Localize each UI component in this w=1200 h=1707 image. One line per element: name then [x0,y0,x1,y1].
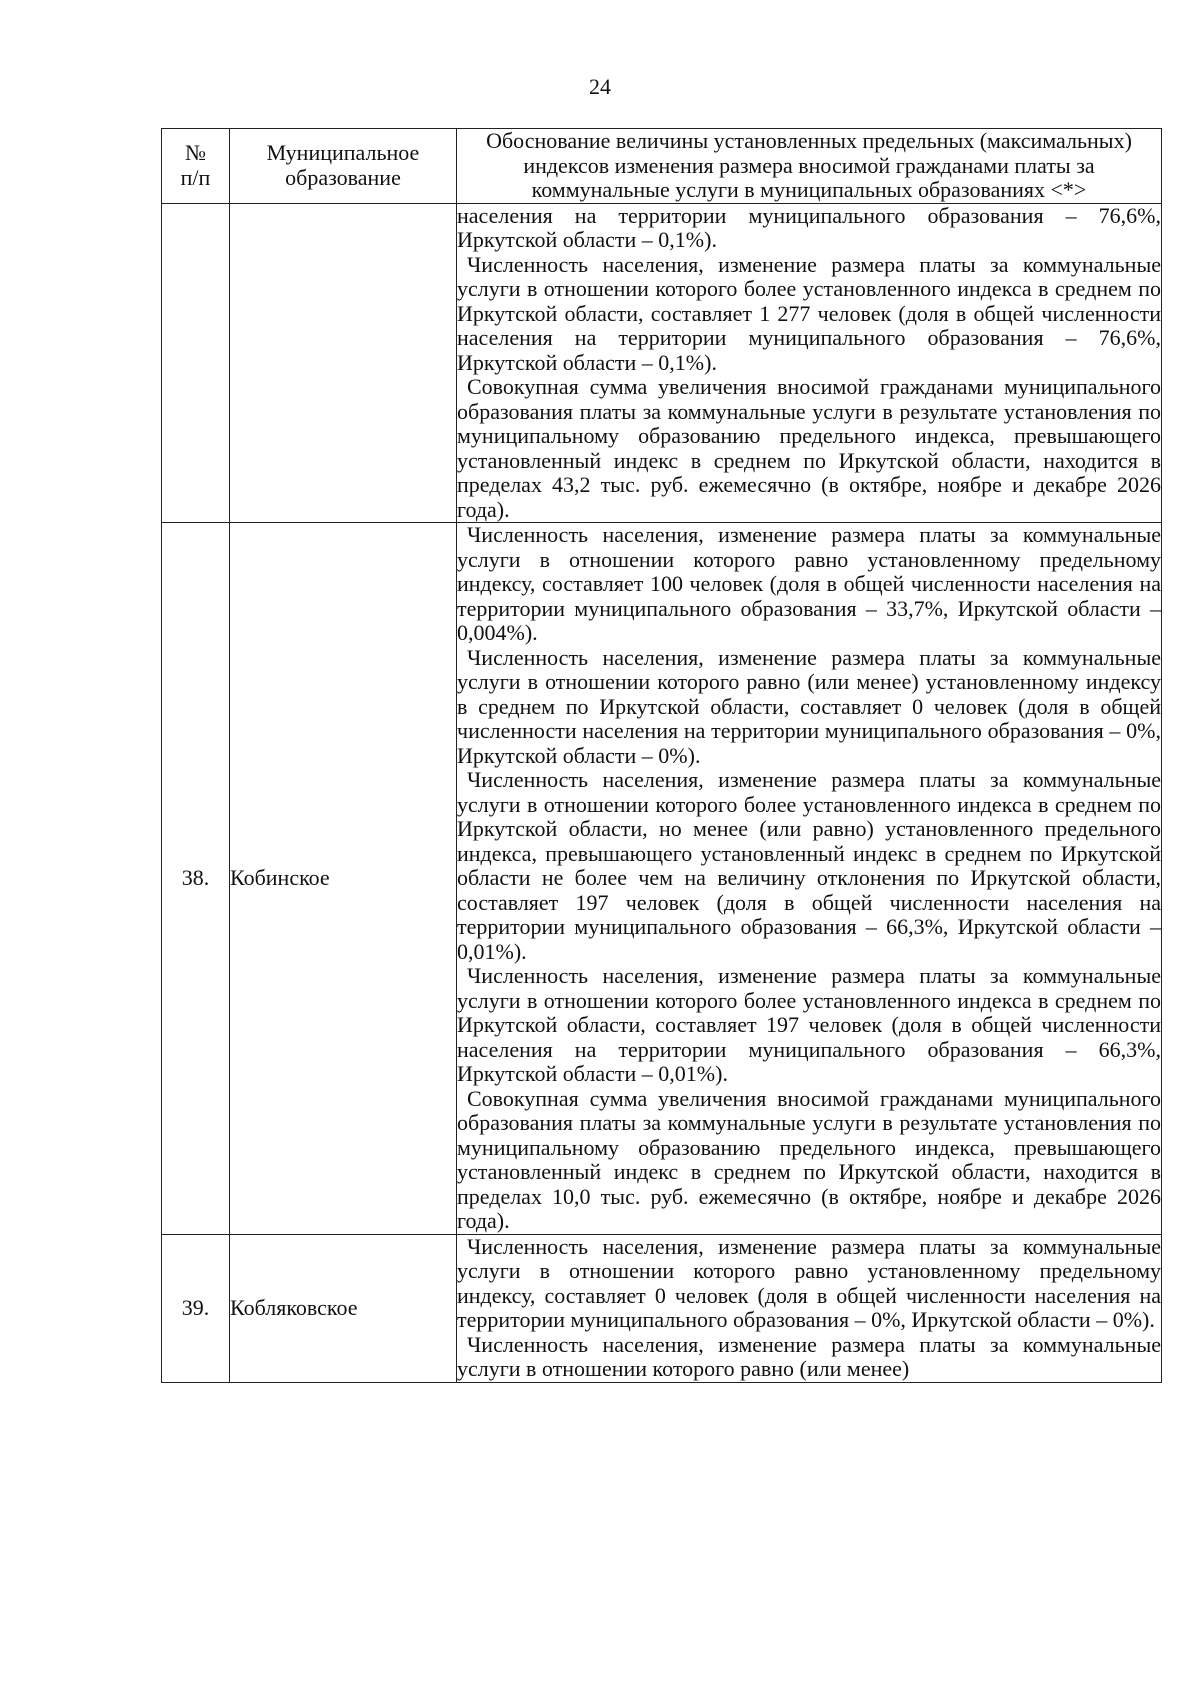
header-municipality [230,129,457,204]
justification-paragraph: Численность населения, изменение размера платы за коммунальные услуги в отношении которого более установленного индекса в среднем по Иркутской области, составляет 197 человек (доля в общей численности населения на территории муниципального образования – 66,3%, Иркутской области – 0,01%). [457,963,1161,1086]
justification-paragraph: Численность населения, изменение размера платы за коммунальные услуги в отношении которого равно установленному предельному индексу, составляет 100 человек (доля в общей численности населения на территории муниципального образования – 33,7%, Иркутской области – 0,004%). [457,522,1161,645]
page-number: 24 [589,74,611,99]
row-justification [457,1234,1162,1382]
justification-paragraph: населения на территории муниципального образования – 76,6%, Иркутской области – 0,1%). [457,202,1161,252]
header-municipality-line-2: образование [285,164,401,190]
table-row [162,1234,1162,1382]
justification-paragraph: Численность населения, изменение размера платы за коммунальные услуги в отношении которого более установленного индекса в среднем по Иркутской области, составляет 1 277 человек (доля в общей численности населения на территории муниципального образования – 76,6%, Иркутской области – 0,1%). [457,251,1161,375]
header-num-line-1: № [185,140,206,166]
justification-paragraph: Совокупная сумма увеличения вносимой гражданами муниципального образования платы за коммунальные услуги в результате установления по муниципальному образованию предельного индекса, превышающего установленный индекс в среднем по Иркутской области, находится в пределах 10,0 тыс. руб. ежемесячно (в октябре, ноябре и декабре 2026 года). [457,1085,1161,1233]
table-row [162,523,1162,1235]
justification-paragraph: Численность населения, изменение размера платы за коммунальные услуги в отношении которого равно (или менее) [457,1331,1161,1381]
row-number [162,203,230,523]
justification-paragraph: Численность населения, изменение размера платы за коммунальные услуги в отношении которого более установленного индекса в среднем по Иркутской области, но менее (или равно) установленного предельного индекса, превышающего установленный индекс в среднем по Иркутской области не более чем на величину отклонения по Иркутской области, составляет 197 человек (доля в общей численности населения на территории муниципального образования – 66,3%, Иркутской области – 0,01%). [457,767,1161,964]
row-municipality: Кобинское [230,523,457,1235]
header-num-line-2: п/п [180,164,211,190]
row-justification [457,203,1162,523]
row-municipality: Кобляковское [230,1234,457,1382]
row-number: 38. [162,523,230,1235]
row-municipality [230,203,457,523]
justification-paragraph: Совокупная сумма увеличения вносимой гражданами муниципального образования платы за коммунальные услуги в результате установления по муниципальному образованию предельного индекса, превышающего установленный индекс в среднем по Иркутской области, находится в пределах 43,2 тыс. руб. ежемесячно (в октябре, ноябре и декабре 2026 года). [457,374,1161,522]
row-number: 39. [162,1234,230,1382]
table-header-row [162,129,1162,204]
table-row [162,203,1162,523]
justification-paragraph: Численность населения, изменение размера платы за коммунальные услуги в отношении которого равно установленному предельному индексу, составляет 0 человек (доля в общей численности населения на территории муниципального образования – 0%, Иркутской области – 0%). [457,1233,1161,1332]
header-num [162,129,230,204]
row-justification [457,523,1162,1235]
header-municipality-line-1: Муниципальное [266,140,420,166]
justification-table [161,128,1162,1383]
justification-paragraph: Численность населения, изменение размера платы за коммунальные услуги в отношении которого равно (или менее) установленному индексу в среднем по Иркутской области, составляет 0 человек (доля в общей численности населения на территории муниципального образования – 0%, Иркутской области – 0%). [457,644,1161,768]
header-justification: Обоснование величины установленных предельных (максимальных) индексов изменения размера вносимой гражданами платы за коммунальные услуги в муниципальных образованиях <*> [457,129,1162,204]
